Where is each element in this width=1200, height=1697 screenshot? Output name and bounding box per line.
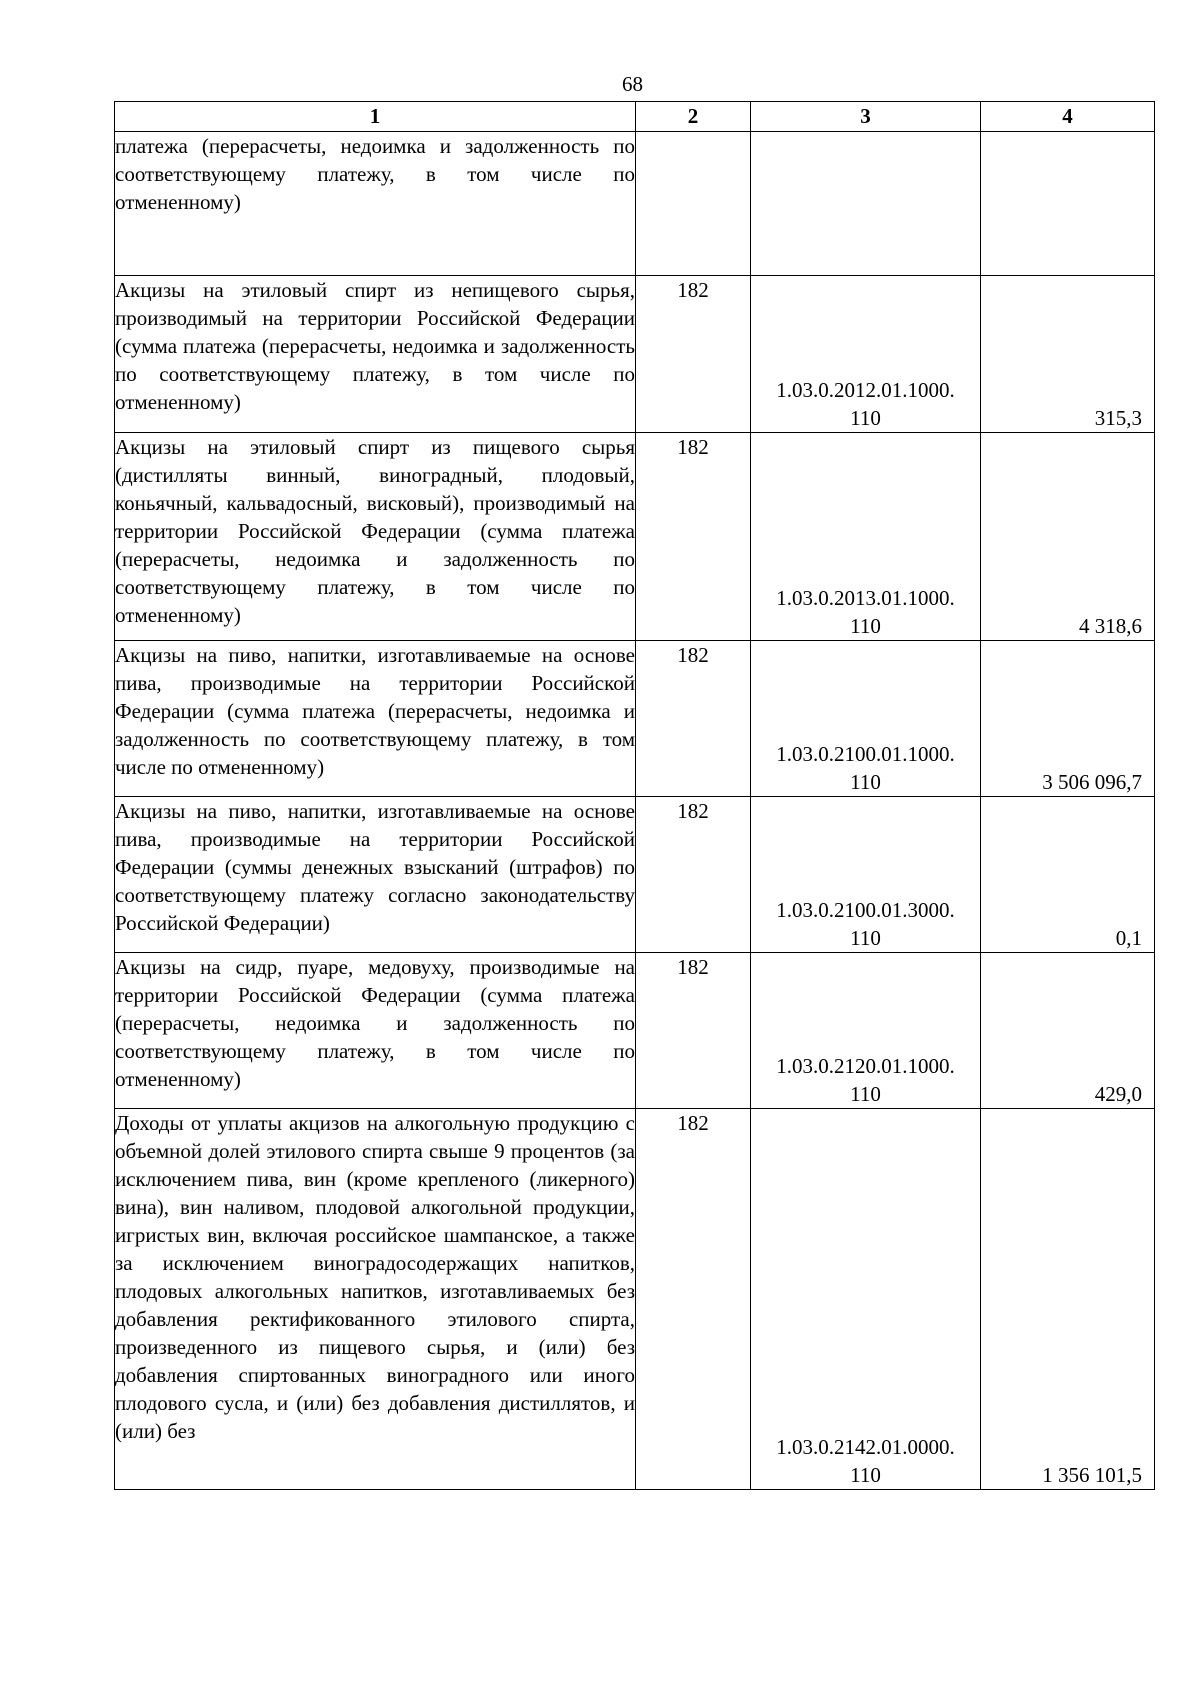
row-admin-code — [636, 132, 751, 276]
row-amount: 0,1 — [981, 797, 1155, 953]
row-description: Акцизы на этиловый спирт из непищевого сырья, производимый на территории Российской Федерации (сумма платежа (перерасчеты, недоимка и задолженность по соответствующему платежу, в том числе по отмененному) — [115, 276, 636, 433]
row-description: Акцизы на пиво, напитки, изготавливаемые на основе пива, производимые на территории Российской Федерации (суммы денежных взысканий (штрафов) по соответствующему платежу согласно законодательству Российской Федерации) — [115, 797, 636, 953]
column-header-3: 3 — [751, 102, 981, 132]
row-description: Акцизы на этиловый спирт из пищевого сырья (дистилляты винный, виноградный, плодовый, коньячный, кальвадосный, висковый), производимый на территории Российской Федерации (сумма платежа (перерасчеты, недоимка и задолженность по соответствующему платежу, в том числе по отмененному) — [115, 433, 636, 641]
table-row — [115, 433, 1155, 641]
row-amount: 429,0 — [981, 953, 1155, 1109]
row-budget-code — [751, 276, 981, 433]
row-admin-code: 182 — [636, 641, 751, 797]
row-budget-code — [751, 953, 981, 1109]
row-description: Акцизы на сидр, пуаре, медовуху, производимые на территории Российской Федерации (сумма платежа (перерасчеты, недоимка и задолженность по соответствующему платежу, в том числе по отмененному) — [115, 953, 636, 1109]
budget-code-line2: 110 — [850, 1082, 881, 1106]
row-description: платежа (перерасчеты, недоимка и задолженность по соответствующему платежу, в том числе по отмененному) — [115, 132, 636, 276]
row-description: Акцизы на пиво, напитки, изготавливаемые на основе пива, производимые на территории Российской Федерации (сумма платежа (перерасчеты, недоимка и задолженность по соответствующему платежу, в том числе по отмененному) — [115, 641, 636, 797]
row-budget-code — [751, 433, 981, 641]
revenue-table — [114, 101, 1155, 1490]
budget-code-line1: 1.03.0.2100.01.1000. — [776, 742, 955, 766]
budget-code-line2: 110 — [850, 406, 881, 430]
budget-code-line2: 110 — [850, 926, 881, 950]
row-budget-code — [751, 797, 981, 953]
row-budget-code — [751, 1109, 981, 1490]
row-budget-code — [751, 641, 981, 797]
table-row — [115, 953, 1155, 1109]
row-amount — [981, 132, 1155, 276]
row-description: Доходы от уплаты акцизов на алкогольную продукцию с объемной долей этилового спирта свыше 9 процентов (за исключением пива, вин (кроме крепленого (ликерного) вина), вин наливом, плодовой алкогольной продукции, игристых вин, включая российское шампанское, а также за исключением виноградосодержащих напитков, плодовых алкогольных напитков, изготавливаемых без добавления ректификованного этилового спирта, произведенного из пищевого сырья, и (или) без добавления спиртованных виноградного или иного плодового сусла, и (или) без добавления дистиллятов, и (или) без — [115, 1109, 636, 1490]
table-row — [115, 641, 1155, 797]
row-admin-code: 182 — [636, 797, 751, 953]
budget-code-line2: 110 — [850, 770, 881, 794]
table-header-row — [115, 102, 1155, 132]
budget-code-line1: 1.03.0.2142.01.0000. — [776, 1435, 955, 1459]
column-header-1: 1 — [115, 102, 636, 132]
budget-code-line1: 1.03.0.2013.01.1000. — [776, 586, 955, 610]
row-admin-code: 182 — [636, 433, 751, 641]
table-row — [115, 132, 1155, 276]
budget-code-line1: 1.03.0.2012.01.1000. — [776, 378, 955, 402]
budget-code-line2: 110 — [850, 1463, 881, 1487]
column-header-2: 2 — [636, 102, 751, 132]
page-number: 68 — [622, 72, 643, 96]
budget-code-line2: 110 — [850, 614, 881, 638]
budget-code-line1: 1.03.0.2100.01.3000. — [776, 898, 955, 922]
row-amount: 3 506 096,7 — [981, 641, 1155, 797]
table-row — [115, 276, 1155, 433]
row-amount: 1 356 101,5 — [981, 1109, 1155, 1490]
row-admin-code: 182 — [636, 953, 751, 1109]
row-amount: 4 318,6 — [981, 433, 1155, 641]
row-amount: 315,3 — [981, 276, 1155, 433]
row-budget-code — [751, 132, 981, 276]
budget-code-line1: 1.03.0.2120.01.1000. — [776, 1054, 955, 1078]
row-admin-code: 182 — [636, 276, 751, 433]
table-row — [115, 797, 1155, 953]
table-row — [115, 1109, 1155, 1490]
row-admin-code: 182 — [636, 1109, 751, 1490]
column-header-4: 4 — [981, 102, 1155, 132]
